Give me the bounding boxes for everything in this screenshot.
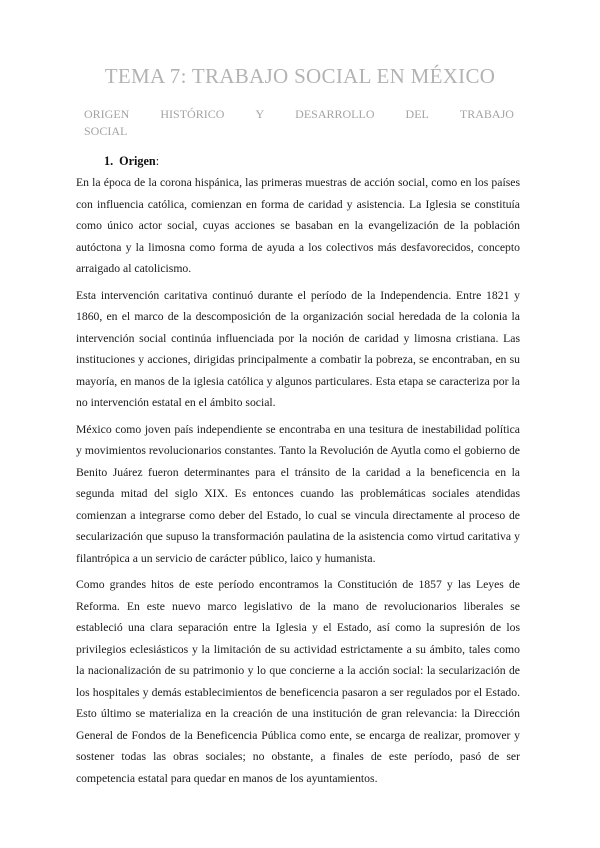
paragraph: Como grandes hitos de este período encontramos la Constitución de 1857 y las Leyes de Reforma. En este nuevo marco legislativo de la mano de revolucionarios liberales se estableció una clara separación entre la Iglesia y el Estado, así como la supresión de los privilegios eclesiásticos y la limitación de su actividad estrictamente a su ámbito, tales como la nacionalización de su patrimonio y lo que concierne a la acción social: la secularización de los hospitales y demás establecimientos de beneficencia pasaron a ser regulados por el Estado. Esto último se materializa en la creación de una institución de gran relevancia: la Dirección General de Fondos de la Beneficencia Pública como ente, se encarga de realizar, promover y sostener todas las obras sociales; no obstante, a finales de este período, pasó de ser competencia estatal para quedar en manos de los ayuntamientos. xyxy=(76,578,520,785)
subtitle-word: Y xyxy=(255,107,265,121)
subtitle-line-1 xyxy=(84,106,514,123)
subtitle-word: ORIGEN xyxy=(84,107,130,121)
subtitle-word: HISTÓRICO xyxy=(160,107,225,121)
paragraph: Esta intervención caritativa continuó durante el período de la Independencia. Entre 1821 y 1860, en el marco de la descomposición de la organización social heredada de la colonia la intervención social continúa influenciada por la noción de caridad y limosna cristiana. Las instituciones y acciones, dirigidas principalmente a combatir la pobreza, se encontraban, en su mayoría, en manos de la iglesia católica y algunos particulares. Esta etapa se caracteriza por la no intervención estatal en el ámbito social. xyxy=(76,288,520,409)
subtitle-word: DEL xyxy=(405,107,429,121)
section-heading xyxy=(104,154,159,169)
body-text xyxy=(76,172,520,794)
paragraph: En la época de la corona hispánica, las primeras muestras de acción social, como en los países con influencia católica, comienzan en forma de caridad y asistencia. La Iglesia se constituía como único actor social, cuyas acciones se basaban en la evangelización de la población autóctona y la limosna como forma de ayuda a los colectivos más desfavorecidos, concepto arraigado al catolicismo. xyxy=(76,176,520,275)
section-label: Origen xyxy=(119,154,156,168)
paragraph: México como joven país independiente se encontraba en una tesitura de inestabilidad política y movimientos revolucionarios constantes. Tanto la Revolución de Ayutla como el gobierno de Benito Juárez fueron determinantes para el tránsito de la caridad a la beneficencia en la segunda mitad del siglo XIX. Es entonces cuando las problemáticas sociales atendidas comienzan a integrarse como deber del Estado, lo cual se vincula directamente al proceso de secularización que supuso la transformación paulatina de la asistencia como virtud caritativa y filantrópica a un servicio de carácter público, laico y humanista. xyxy=(76,422,520,565)
section-suffix: : xyxy=(155,154,160,168)
subtitle-line-2: SOCIAL xyxy=(84,124,128,138)
subtitle-word: TRABAJO xyxy=(459,107,514,121)
subtitle xyxy=(84,106,514,140)
section-number: 1. xyxy=(104,154,114,168)
page-title: TEMA 7: TRABAJO SOCIAL EN MÉXICO xyxy=(104,64,496,88)
subtitle-word: DESARROLLO xyxy=(295,107,375,121)
